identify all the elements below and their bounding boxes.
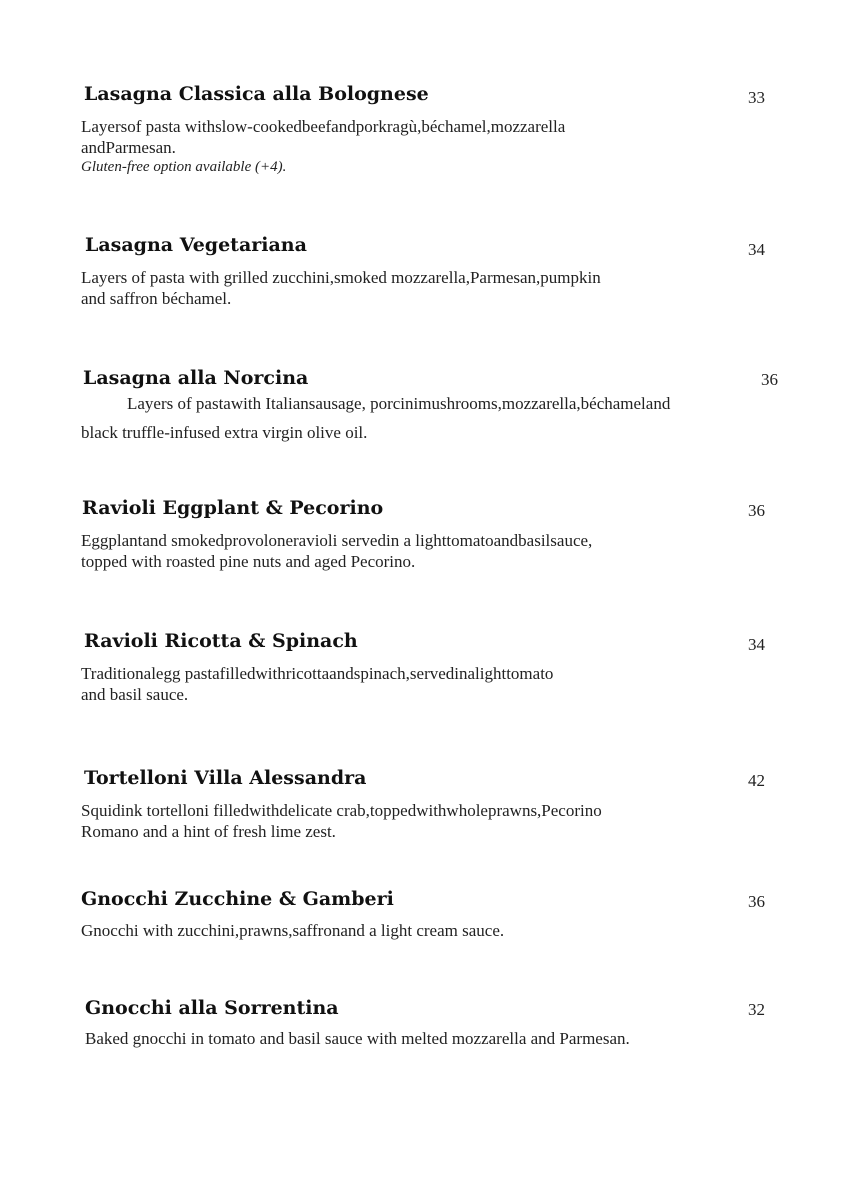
dish-description-line: Romano and a hint of fresh lime zest. xyxy=(81,822,336,841)
dish-description-line: Layers of pasta with grilled zucchini,smoked mozzarella,Parmesan,pumpkin xyxy=(81,268,601,287)
dish-description-line: topped with roasted pine nuts and aged Pecorino. xyxy=(81,552,416,571)
dish-description-line: Eggplantand smokedprovoloneravioli servedin a lighttomatoandbasilsauce, xyxy=(81,531,593,550)
dish-price: 36 xyxy=(761,370,778,389)
dish-name: Lasagna Classica alla Bolognese xyxy=(84,83,429,105)
dish-name: Gnocchi alla Sorrentina xyxy=(85,997,339,1019)
dish-name: Lasagna alla Norcina xyxy=(83,367,309,389)
dish-price: 36 xyxy=(748,501,765,520)
dish-description-line: black truffle-infused extra virgin olive oil. xyxy=(81,423,368,442)
dish-description-line: Squidink tortelloni filledwithdelicate crab,toppedwithwholeprawns,Pecorino xyxy=(81,801,602,820)
dish-price: 34 xyxy=(748,635,765,654)
dish-name: Gnocchi Zucchine & Gamberi xyxy=(81,888,394,910)
dish-price: 36 xyxy=(748,892,765,911)
dish-name: Ravioli Ricotta & Spinach xyxy=(84,630,358,652)
dish-description-line: andParmesan. xyxy=(81,138,176,157)
dish-description-line: Baked gnocchi in tomato and basil sauce with melted mozzarella and Parmesan. xyxy=(85,1029,630,1048)
dish-description-line: and basil sauce. xyxy=(81,685,189,704)
dish-name: Tortelloni Villa Alessandra xyxy=(84,767,367,789)
dish-name: Ravioli Eggplant & Pecorino xyxy=(82,497,384,519)
dish-price: 33 xyxy=(748,88,765,107)
dish-description-line: and saffron béchamel. xyxy=(81,289,232,308)
dish-description-line: Layers of pastawith Italiansausage, porcinimushrooms,mozzarella,béchameland xyxy=(127,394,671,413)
dish-note: Gluten-free option available (+4). xyxy=(81,159,287,175)
dish-name: Lasagna Vegetariana xyxy=(85,234,307,256)
dish-price: 32 xyxy=(748,1000,765,1019)
dish-price: 42 xyxy=(748,771,765,790)
dish-description-line: Traditionalegg pastafilledwithricottaandspinach,servedinalighttomato xyxy=(81,664,554,683)
dish-price: 34 xyxy=(748,240,765,259)
dish-description-line: Gnocchi with zucchini,prawns,saffronand a light cream sauce. xyxy=(81,921,505,940)
dish-description-line: Layersof pasta withslow-cookedbeefandporkragù,béchamel,mozzarella xyxy=(81,117,566,136)
